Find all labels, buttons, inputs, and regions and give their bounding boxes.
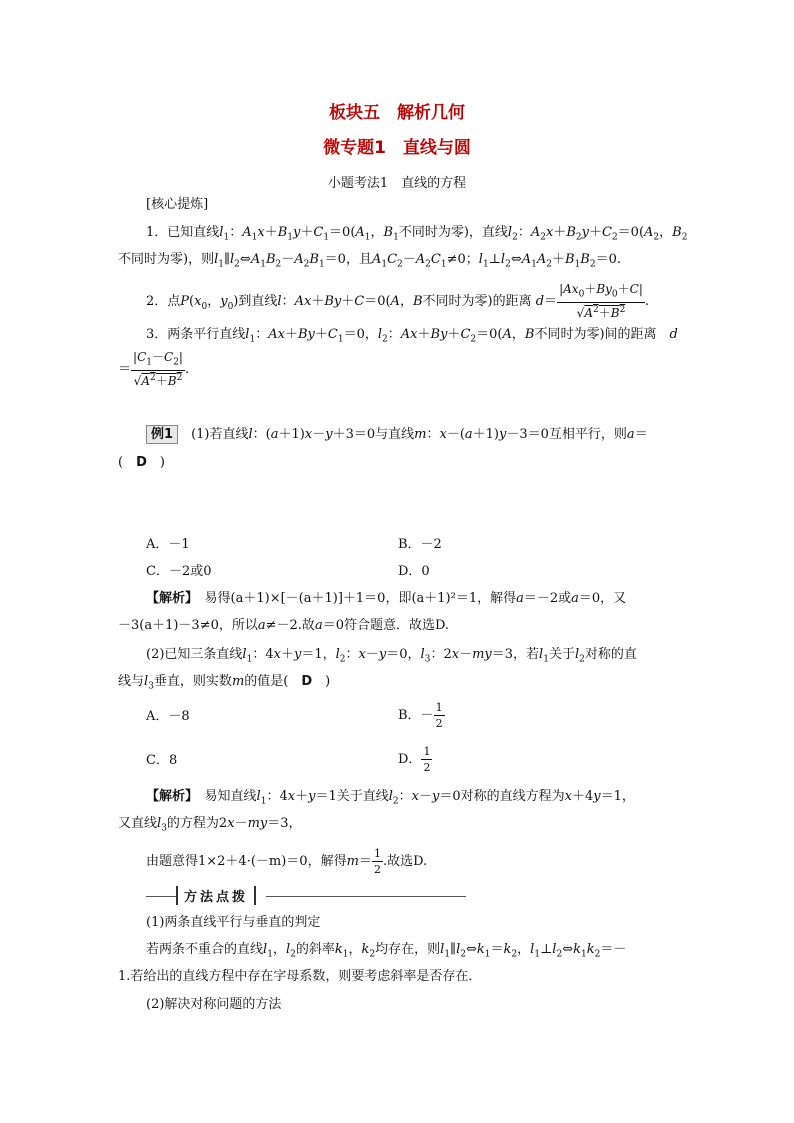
method-label: 方法点拨 — [176, 886, 256, 905]
example-q1-line1: 例1 (1)若直线l：(a＋1)x－y＋3＝0与直线m：x－(a＋1)y－3＝0互相平行，则a＝ — [146, 426, 648, 444]
core-p3-line2: ＝ $\frac{|C_1-C_2|}{√A^2+B^2}$ . — [118, 350, 190, 389]
method-m1-text-2: 1.若给出的直线方程中存在字母系数，则要考虑斜率是否存在． — [118, 969, 482, 984]
solution-2-line3: 由题意得1×2＋4·(－m)＝0，解得m＝ $\frac{1}{2}$ .故选D. — [146, 847, 428, 876]
section-title: 板块五 解析几何 — [329, 103, 465, 123]
solution-2-line2: 又直线$l_3$的方程为2x－my＝3， — [118, 816, 302, 834]
sub-title: 小题考法1 直线的方程 — [327, 176, 467, 191]
option-1d: D．0 — [398, 564, 430, 579]
answer-2: D — [301, 674, 313, 689]
option-2c: C．8 — [146, 753, 178, 768]
option-1b: B．－2 — [398, 537, 442, 552]
method-m1: (1)两条直线平行与垂直的判定 — [146, 915, 321, 930]
method-header — [146, 886, 466, 906]
example-q2-line2: 线与$l_3$垂直，则实数m的值是( D ) — [118, 674, 331, 692]
example-q1-line2: ( D ) — [118, 455, 165, 470]
option-2d: D． $\frac{1}{2}$ — [398, 745, 431, 774]
solution-2-line1: 【解析】 易知直线$l_1$：4x＋y＝1关于直线$l_2$：x－y＝0对称的直线方程为x＋4y＝1， — [146, 789, 635, 807]
solution-1-line2: －3(a＋1)－3≠0，所以a≠－2.故a＝0符合题意．故选D. — [118, 618, 450, 633]
option-2a: A．－8 — [146, 709, 190, 724]
core-p3-line1: 3．两条平行直线$l_1$：$Ax+By+C_1=0$，$l_2$：$Ax+By+C_2=0(A$，B不同时为零)间的距离 d — [146, 327, 678, 345]
method-m1-text: 若两条不重合的直线$l_1$，$l_2$的斜率$k_1$，$k_2$均存在，则$l_1\parallel l_2\Leftrightarrow k_1=k_2$，$l_1\perp l_2\Leftrightarrow k_1k_2=-$ — [146, 942, 627, 960]
solution-1-line1: 【解析】 易得(a＋1)×[－(a＋1)]＋1＝0，即(a＋1)²＝1，解得a＝－2或a＝0，又 — [146, 591, 627, 606]
example-q2-line1: (2)已知三条直线$l_1$：4x＋y＝1，$l_2$：x－y＝0，$l_3$：2x－my＝3，若$l_1$关于$l_2$对称的直 — [146, 647, 637, 665]
core-p2: 2．点$P(x_0$，$y_0$)到直线l：Ax＋By＋C＝0(A，B不同时为零)的距离 d＝ $\frac{|Ax_0+By_0+C|}{√A^2+B^2}$ . — [146, 282, 650, 321]
option-1c: C．－2或0 — [146, 564, 212, 579]
topic-title: 微专题1 直线与圆 — [323, 138, 471, 158]
answer-1: D — [136, 455, 147, 470]
option-2b: B．－ $\frac{1}{2}$ — [398, 701, 443, 730]
core-p1-line2: 不同时为零)，则$l_1\parallel l_2\Leftrightarrow A_1B_2-A_2B_1=0$，且$A_1C_2-A_2C_1\ne 0$；$l_1\perp l_2\Leftrightarrow A_1A_2+B_1B_2=0$. — [118, 252, 621, 270]
option-1a: A．－1 — [146, 537, 190, 552]
example-badge: 例1 — [146, 425, 178, 444]
core-p1-line1: 1．已知直线$l_1$：$A_1x+B_1y+C_1=0(A_1$，$B_1$不同时为零)，直线$l_2$：$A_2x+B_2y+C_2=0(A_2$，$B_2$ — [146, 225, 688, 243]
core-label: [核心提炼] — [146, 197, 209, 212]
method-m2: (2)解决对称问题的方法 — [146, 997, 282, 1012]
